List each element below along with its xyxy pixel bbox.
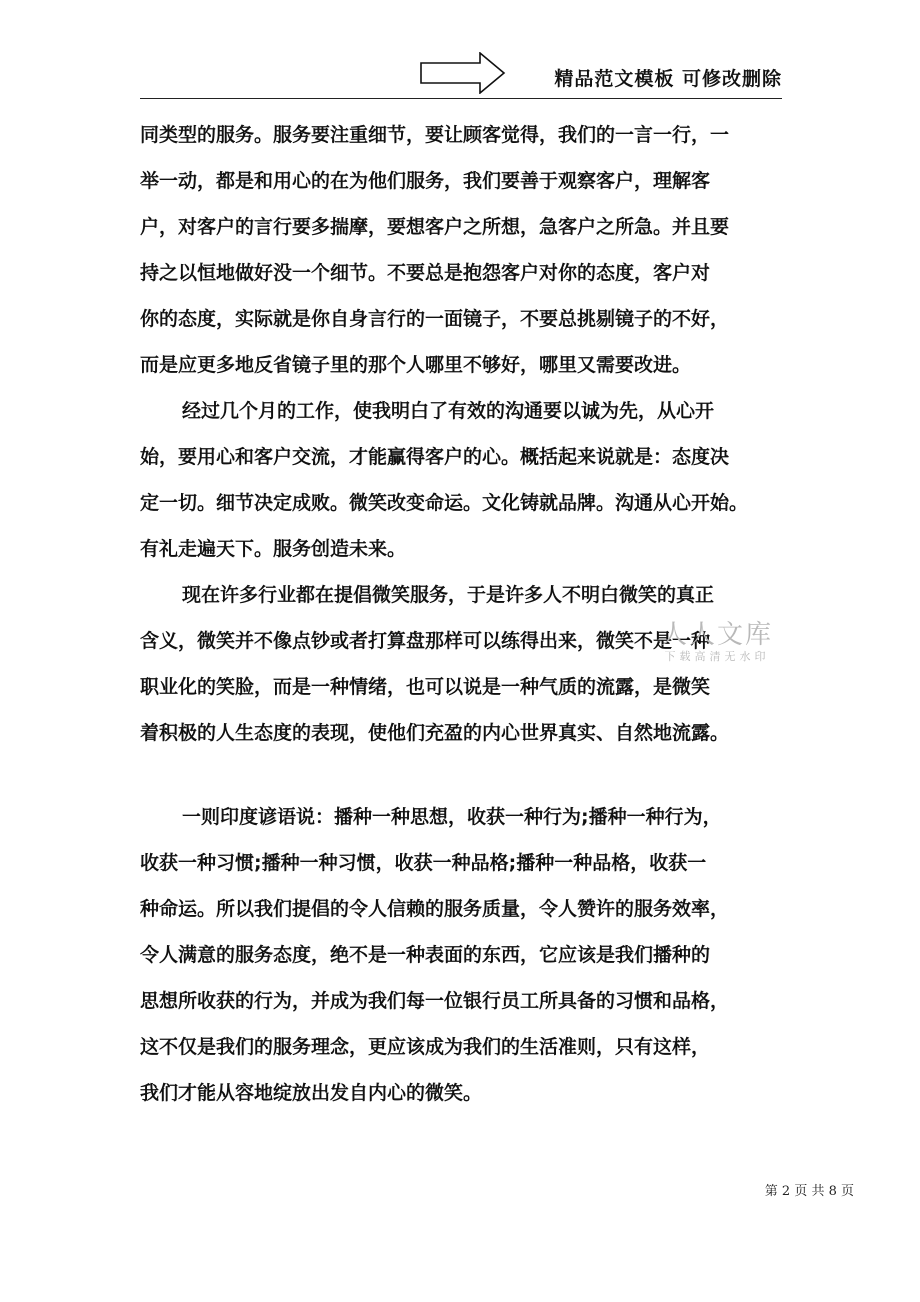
text-line: 户，对客户的言行要多揣摩，要想客户之所想，急客户之所急。并且要 [140, 216, 730, 238]
text-line: 令人满意的服务态度，绝不是一种表面的东西，它应该是我们播种的 [140, 944, 711, 966]
text-line: 收获一种习惯;播种一种习惯，收获一种品格;播种一种品格，收获一 [140, 852, 707, 874]
page-header [140, 52, 782, 99]
paragraph-gap [140, 756, 790, 794]
arrow-right-icon [420, 52, 506, 94]
watermark-title: 人人文库 [660, 620, 773, 650]
text-line: 有礼走遍天下。服务创造未来。 [140, 538, 407, 560]
text-line: 我们才能从容地绽放出发自内心的微笑。 [140, 1082, 483, 1104]
text-line: 着积极的人生态度的表现，使他们充盈的内心世界真实、自然地流露。 [140, 722, 730, 744]
text-line: 而是应更多地反省镜子里的那个人哪里不够好，哪里又需要改进。 [140, 354, 692, 376]
watermark [652, 620, 782, 676]
page-number: 第 2 页 共 8 页 [764, 1184, 854, 1199]
header-title: 精品范文模板 可修改删除 [554, 68, 782, 90]
document-body [140, 112, 790, 1116]
text-line: 始，要用心和客户交流，才能赢得客户的心。概括起来说就是：态度决 [140, 446, 730, 468]
text-line: 现在许多行业都在提倡微笑服务，于是许多人不明白微笑的真正 [182, 584, 715, 606]
text-line: 职业化的笑脸，而是一种情绪，也可以说是一种气质的流露，是微笑 [140, 676, 711, 698]
paragraph-2 [140, 388, 790, 572]
paragraph-1 [140, 112, 790, 388]
text-line: 这不仅是我们的服务理念，更应该成为我们的生活准则，只有这样， [140, 1036, 711, 1058]
text-line: 举一动，都是和用心的在为他们服务，我们要善于观察客户，理解客 [140, 170, 711, 192]
text-line: 经过几个月的工作，使我明白了有效的沟通要以诚为先，从心开 [182, 400, 715, 422]
text-line: 种命运。所以我们提倡的令人信赖的服务质量，令人赞许的服务效率， [140, 898, 730, 920]
text-line: 持之以恒地做好没一个细节。不要总是抱怨客户对你的态度，客户对 [140, 262, 711, 284]
text-line: 同类型的服务。服务要注重细节，要让顾客觉得，我们的一言一行，一 [140, 124, 730, 146]
paragraph-4 [140, 794, 790, 1116]
text-line: 你的态度，实际就是你自身言行的一面镜子，不要总挑剔镜子的不好， [140, 308, 730, 330]
text-line: 思想所收获的行为，并成为我们每一位银行员工所具备的习惯和品格， [140, 990, 730, 1012]
text-line: 一则印度谚语说：播种一种思想，收获一种行为;播种一种行为， [182, 806, 722, 828]
text-line: 定一切。细节决定成败。微笑改变命运。文化铸就品牌。沟通从心开始。 [140, 492, 749, 514]
text-line: 含义，微笑并不像点钞或者打算盘那样可以练得出来，微笑不是一种 [140, 630, 711, 652]
watermark-subtitle: 下载高清无水印 [664, 650, 770, 663]
